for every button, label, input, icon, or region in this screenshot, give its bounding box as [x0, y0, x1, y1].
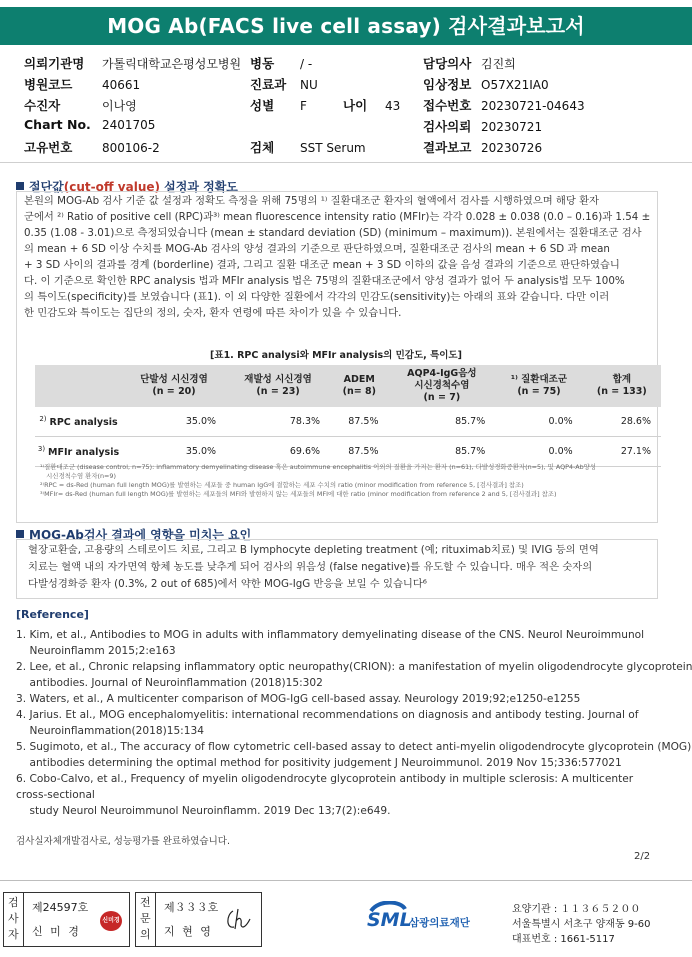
info-label: Chart No. [24, 117, 91, 132]
section-cutoff-line: 의 mean + 6 SD 이상 수치를 MOG-Ab 검사의 양성 결과의 기준으로 판단하였으며, 질환대조군 검사의 mean + 6 SD 과 mean [24, 243, 610, 255]
reference-line: 3. Waters, et al., A multicenter comparison of MOG-IgG cell-based assay. Neurology 2019;92;e1250-e1255 [16, 693, 581, 705]
section-cutoff-text [24, 193, 652, 321]
info-row [24, 54, 244, 75]
doctor-number: 제３３３호 [164, 901, 219, 914]
table-header-line: (n= 8) [342, 386, 376, 397]
section-cutoff-line: 본원의 MOG-Ab 검사 기준 값 설정과 정확도 측정을 위해 75명의 ¹⁾ 질환대조군 환자의 혈액에서 검사를 시행하였으며 해당 환자 [24, 195, 599, 207]
info-value: 20230721-04643 [481, 99, 585, 113]
sml-logo-text: SML [367, 909, 412, 931]
info-value: O57X21IA0 [481, 78, 549, 92]
tester-seal: 신미경 [100, 911, 122, 931]
table-header [495, 365, 582, 407]
reference-line: 2. Lee, et al., Chronic relapsing inflammatory optic neuropathy(CRION): a manifestation of myelin oligodendrocyte glycoprotein [16, 661, 692, 673]
table-header-line: ¹⁾ 질환대조군 [510, 374, 567, 385]
doctor-label: 전문의 [140, 896, 151, 941]
section-cutoff-line: + 3 SD 사이의 결과를 경계 (borderline) 결과, 그리고 질환 대조군 mean + 3 SD 이하의 값을 음성 결과의 기준으로 판단하였습니 [24, 259, 620, 271]
table-cell: 78.3% [226, 407, 330, 437]
table-cell: 69.6% [226, 437, 330, 467]
section-cutoff-title-b: (cut-off value) [63, 180, 160, 194]
age-field [343, 96, 400, 114]
org-code: 요양기관 : １１３６５２００ [512, 904, 641, 915]
table-header-line: ADEM [343, 374, 375, 385]
page-number: 2/2 [634, 851, 651, 862]
sml-logo [367, 901, 487, 935]
table-footnote: ¹⁾질환대조군 (disease control, n=75): inflammatory demyelinating disease 혹은 autoimmune encephalitis 이외의 질환을 가지는 환자 (n=61), 다발성경화증환자(n=5), 및 AQP4-Ab양성 [40, 463, 596, 471]
info-left [24, 54, 244, 159]
doctor-signature-box [135, 892, 262, 947]
info-row [250, 138, 400, 159]
table-header-line: (n = 133) [596, 386, 647, 397]
info-label: 검체 [250, 140, 275, 155]
info-value: 20230726 [481, 141, 543, 155]
age-label: 나이 [343, 98, 368, 113]
table-row-label: RPC analysis [49, 417, 118, 429]
table-header [388, 365, 495, 407]
validation-note: 검사실자체개발검사로, 성능평가를 완료하였습니다. [16, 836, 230, 847]
table-header-line: AQP4-IgG음성 [407, 368, 477, 379]
info-label: 진료과 [250, 77, 287, 92]
info-value: 가톨릭대학교은평성모병원 [102, 57, 242, 71]
section-factors-title-text: MOG-Ab검사 결과에 영향을 미치는 요인 [29, 528, 252, 542]
table-caption: [표1. RPC analysi와 MFIr analysis의 민감도, 특이도] [210, 350, 462, 361]
doctor-divider [155, 893, 156, 946]
section-factors-text [28, 542, 650, 593]
info-row [24, 75, 244, 96]
info-label: 병원코드 [24, 77, 73, 92]
table-row-sup: 2) [39, 414, 47, 423]
reference-line: 6. Cobo-Calvo, et al., Frequency of myelin oligodendrocyte glycoprotein antibody in multiple sclerosis: A multicenter [16, 773, 634, 785]
table-header-line: 단발성 시신경염 [140, 374, 208, 385]
info-label: 접수번호 [423, 98, 472, 113]
table-row [35, 407, 661, 437]
table-header-line: 재발성 시신경염 [244, 374, 312, 385]
table-cell: 87.5% [330, 407, 388, 437]
doctor-signature-icon [224, 905, 256, 935]
info-label: 담당의사 [423, 56, 472, 71]
info-row [24, 138, 244, 159]
org-phone: 대표번호 : 1661-5117 [512, 934, 615, 945]
doctor-name: 지 현 영 [164, 925, 213, 938]
info-row [24, 96, 244, 117]
section-factors-line: 다발성경화증 환자 (0.3%, 2 out of 685)에서 약한 MOG-IgG 반응을 보일 수 있습니다⁶ [28, 578, 427, 590]
table-cell: 35.0% [122, 407, 226, 437]
info-row [250, 75, 400, 96]
info-label: 병동 [250, 56, 275, 71]
tester-label: 검사자 [8, 896, 19, 941]
reference-line: study Neurol Neuroimmunol Neuroinflamm. 2019 Dec 13;7(2):e649. [16, 805, 391, 817]
table-header-line: (n = 23) [256, 386, 300, 397]
section-bullet-icon [16, 182, 24, 190]
reference-line: Neuroinflamm 2015;2:e163 [16, 645, 176, 657]
info-row [423, 75, 663, 96]
table-header-line: (n = 75) [517, 386, 561, 397]
reference-line: antibodies determining the optimal method for positivity judgement J Neuroimmunol. 2019 Nov 15;336:577021 [16, 757, 622, 769]
info-label: 수진자 [24, 98, 61, 113]
section-factors-line: 혈장교환술, 고용량의 스테로이드 치료, 그리고 B lymphocyte depleting treatment (예; rituximab치료) 및 IVIG 등의 면역 [28, 544, 599, 556]
section-factors-line: 치료는 혈액 내의 자가면역 항체 농도를 낮추게 되어 검사의 위음성 (false negative)를 유도할 수 있습니다. 매우 적은 숫자의 [28, 561, 593, 573]
header-divider [0, 162, 692, 163]
reference-line: cross-sectional [16, 789, 95, 801]
info-row [24, 117, 244, 138]
table-footnote: ³⁾MFIr= ds-Red (human full length MOG)를 발현하는 세포들의 MFI와 발현하지 않는 세포들의 MFI에 대한 ratio (minor modification from reference 2 and 5, [검사결과] 참조) [40, 490, 557, 498]
info-row [423, 96, 663, 117]
org-address: 서울특별시 서초구 양재동 9-60 [512, 919, 651, 930]
table-cell: 35.0% [122, 437, 226, 467]
reference-title: [Reference] [16, 608, 89, 621]
tester-signature-box [3, 892, 130, 947]
info-row [423, 117, 663, 138]
reference-line: antibodies. Journal of Neuroinflammation (2018)15:302 [16, 677, 323, 689]
table-cell: 0.0% [495, 407, 582, 437]
section-cutoff-title-a: 절단값 [29, 180, 64, 194]
reference-line: 5. Sugimoto, et al., The accuracy of flow cytometric cell-based assay to detect anti-myelin oligodendrocyte glycoprotein (MOG) [16, 741, 692, 753]
info-label: 검사의뢰 [423, 119, 472, 134]
section-bullet-icon [16, 530, 24, 538]
table-cell: 87.5% [330, 437, 388, 467]
info-value: 800106-2 [102, 141, 160, 155]
info-value: 40661 [102, 78, 141, 92]
table-row-header [35, 407, 122, 437]
table-corner [35, 365, 122, 407]
table-cell: 85.7% [388, 407, 495, 437]
section-cutoff-line: 군에서 ²⁾ Ratio of positive cell (RPC)과³⁾ mean fluorescence intensity ratio (MFIr)는 각각 0.028 ± 0.038 (0.0 – 0.16)과 1.54 ± [24, 211, 651, 223]
reference-line: 4. Jarius. Et al., MOG encephalomyelitis: international recommendations on diagnosis and antibody testing. Journal of [16, 709, 639, 721]
reference-line: 1. Kim, et al., Antibodies to MOG in adults with inflammatory demyelinating disease of the CNS. Neurol Neuroimmunol [16, 629, 645, 641]
section-cutoff-title-c: 설정과 정확도 [159, 180, 238, 194]
info-label: 결과보고 [423, 140, 472, 155]
table-header [583, 365, 661, 407]
report-title: MOG Ab(FACS live cell assay) 검사결과보고서 [0, 7, 692, 45]
tester-name: 신 미 경 [32, 925, 81, 938]
info-value: 김진희 [481, 57, 516, 71]
info-label: 고유번호 [24, 140, 73, 155]
info-value: 이나영 [102, 99, 137, 113]
info-label: 의뢰기관명 [24, 56, 85, 71]
section-cutoff-line: 다. 이 기준으로 확인한 RPC analysis 법과 MFIr analysis 법은 75명의 질환대조군에서 양성 결과가 없어 두 analysis법 모두 100% [24, 275, 625, 287]
info-label: 임상정보 [423, 77, 472, 92]
section-cutoff-line: 0.35 (1.08 - 3.01)으로 측정되었습니다 (mean ± standard deviation (SD) (minimum – maximum)). 본원에서는 질환대조군 검사 [24, 227, 642, 239]
sensitivity-table [35, 365, 661, 467]
table-header-line: 합계 [612, 374, 631, 385]
table-row-sup: 3) [37, 444, 46, 453]
info-row [423, 138, 663, 159]
tester-divider [23, 893, 24, 946]
age-value: 43 [384, 99, 401, 113]
footer-divider [0, 880, 692, 881]
info-value: 20230721 [481, 120, 543, 134]
table-header-line: (n = 20) [152, 386, 196, 397]
table-cell: 0.0% [495, 437, 582, 467]
table-header [122, 365, 226, 407]
info-value: / - [300, 57, 313, 71]
org-info [512, 902, 651, 947]
table-header [226, 365, 330, 407]
info-row [250, 54, 400, 75]
info-value: F [300, 99, 307, 113]
info-label: 성별 [250, 98, 275, 113]
table-row [35, 437, 661, 467]
section-cutoff-line: 의 특이도(specificity)를 보였습니다 (표1). 이 외 다양한 질환에서 각각의 민감도(sensitivity)는 아래의 표와 같습니다. 다만 이러 [24, 291, 610, 303]
info-value: 2401705 [102, 118, 156, 132]
reference-list [16, 627, 692, 819]
table-header-line: 시신경척수염 [414, 380, 470, 391]
tester-number: 제24597호 [32, 901, 89, 914]
table-cell: 27.1% [583, 437, 661, 467]
table-row-label: MFIr analysis [48, 447, 120, 459]
info-spacer [250, 117, 400, 138]
info-right [423, 54, 663, 159]
info-value: NU [300, 78, 318, 92]
section-cutoff-line: 한 민감도와 특이도는 집단의 정의, 숫자, 환자 연령에 따른 차이가 있을 수 있습니다. [24, 307, 402, 319]
table-footnotes [40, 463, 660, 499]
reference-line: Neuroinflammation(2018)15:134 [16, 725, 204, 737]
table-cell: 85.7% [388, 437, 495, 467]
table-header-line: (n = 7) [423, 392, 461, 403]
table-header [330, 365, 388, 407]
sml-logo-subtitle: 삼광의료재단 [409, 917, 470, 929]
table-footnote: ²⁾RPC = ds-Red (human full length MOG)를 발현하는 세포들 중 human IgG에 결합하는 세포 수치의 ratio (minor modification from reference 5, [검사결과] 참조) [40, 481, 524, 489]
info-value: SST Serum [300, 141, 366, 155]
table-footnote: 시신경척수염 환자(n=9) [40, 472, 116, 480]
table-cell: 28.6% [583, 407, 661, 437]
info-row [423, 54, 663, 75]
table-row-header [35, 437, 122, 467]
